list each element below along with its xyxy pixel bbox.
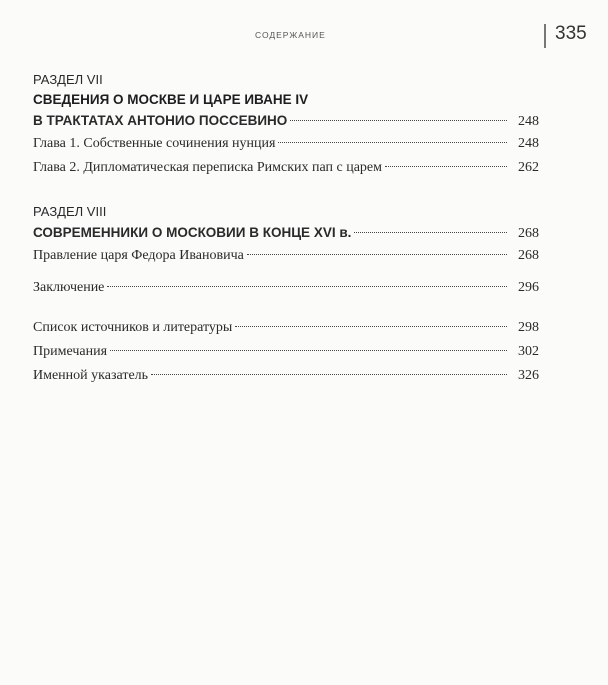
table-of-contents <box>33 70 539 388</box>
header-divider <box>544 24 546 48</box>
dot-leader <box>290 120 507 121</box>
toc-entry[interactable] <box>33 110 539 132</box>
toc-entry-label: СОВРЕМЕННИКИ О МОСКОВИИ В КОНЦЕ XVI в. <box>33 225 352 240</box>
toc-entry-page: 248 <box>518 114 539 129</box>
toc-entry-label: Список источников и литературы <box>33 320 233 335</box>
toc-entry-page: 302 <box>518 344 539 359</box>
section-label: РАЗДЕЛ VII <box>33 72 103 87</box>
dot-leader <box>385 166 507 167</box>
toc-entry-page: 298 <box>518 320 539 335</box>
toc-entry[interactable] <box>33 276 539 300</box>
toc-entry[interactable] <box>33 222 539 244</box>
toc-entry-page: 248 <box>518 136 539 151</box>
section-title: СВЕДЕНИЯ О МОСКВЕ И ЦАРЕ ИВАНЕ IV <box>33 92 309 107</box>
toc-entry-page: 326 <box>518 368 539 383</box>
toc-entry[interactable] <box>33 340 539 364</box>
page-number: 335 <box>555 23 587 44</box>
toc-entry-label: В ТРАКТАТАХ АНТОНИО ПОССЕВИНО <box>33 113 288 128</box>
toc-entry-label: Правление царя Федора Ивановича <box>33 248 244 263</box>
dot-leader <box>278 142 507 143</box>
dot-leader <box>354 232 507 233</box>
dot-leader <box>107 286 507 287</box>
toc-entry-page: 268 <box>518 226 539 241</box>
toc-entry-label: Заключение <box>33 280 105 295</box>
toc-entry-label: Глава 1. Собственные сочинения нунция <box>33 136 276 151</box>
toc-entry-label: Глава 2. Дипломатическая переписка Римских пап с царем <box>33 160 382 175</box>
toc-entry[interactable] <box>33 316 539 340</box>
dot-leader <box>247 254 507 255</box>
section-label: РАЗДЕЛ VIII <box>33 204 107 219</box>
toc-entry[interactable] <box>33 156 539 180</box>
toc-entry-page: 296 <box>518 280 539 295</box>
toc-entry-label: Именной указатель <box>33 368 149 383</box>
dot-leader <box>110 350 507 351</box>
dot-leader <box>151 374 507 375</box>
toc-entry-page: 262 <box>518 160 539 175</box>
toc-entry[interactable] <box>33 244 539 268</box>
toc-entry-label: Примечания <box>33 344 108 359</box>
toc-entry[interactable] <box>33 364 539 388</box>
toc-entry[interactable] <box>33 132 539 156</box>
dot-leader <box>235 326 507 327</box>
running-head: СОДЕРЖАНИЕ <box>255 30 326 40</box>
toc-entry-page: 268 <box>518 248 539 263</box>
